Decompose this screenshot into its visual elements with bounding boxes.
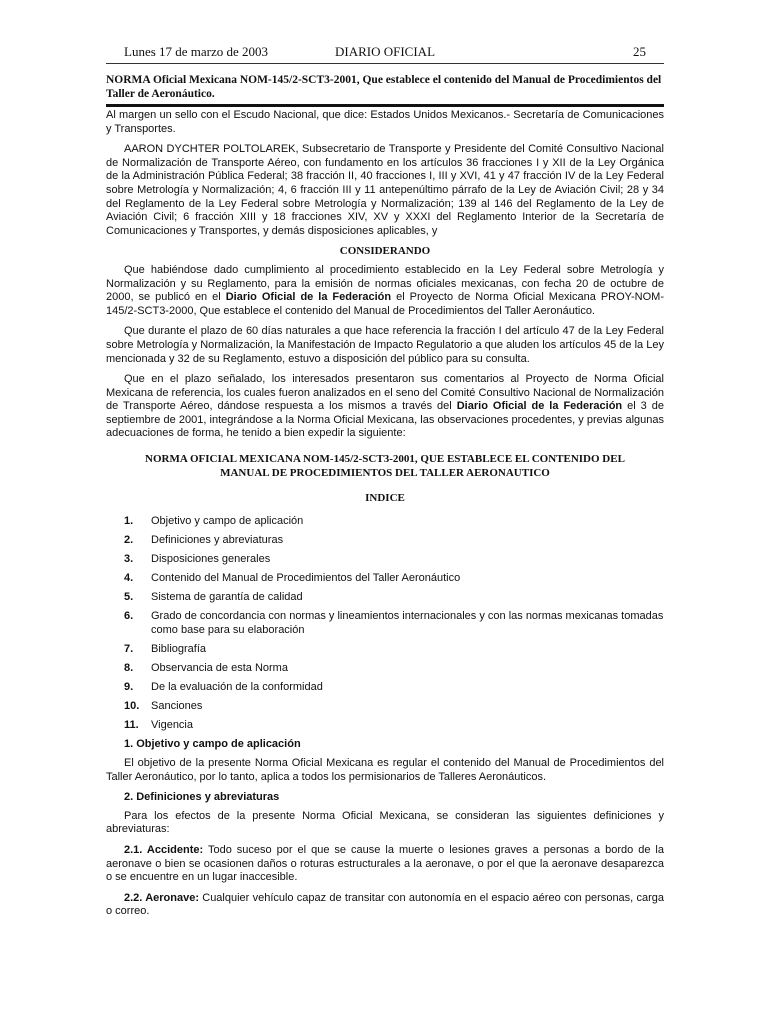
document-title: NORMA Oficial Mexicana NOM-145/2-SCT3-2001, Que establece el contenido del Manual de Procedimientos del Taller de Aeronáutico. xyxy=(106,74,662,100)
toc-item: 7. Bibliografía xyxy=(124,643,207,655)
toc-item: 3. Disposiciones generales xyxy=(124,553,271,566)
considerando-paragraph-3: Que en el plazo señalado, los interesados presentaron sus comentarios al Proyecto de Norma Oficial Mexicana de referencia, los cuales fueron analizados en el seno del Comité Consultivo Nacional de Normalización de Transporte Aéreo, dándose respuesta a los mismos a través del Diario Oficial de la Federación el 3 de septiembre de 2001, integrándose a la Norma Oficial Mexicana, las observaciones procedentes, y previas algunas adecuaciones de forma, he tenido a bien expedir la siguiente: xyxy=(106,373,665,440)
definition-accidente: 2.1. Accidente: Todo suceso por el que se cause la muerte o lesiones graves a personas a bordo de la aeronave o bien se ocasionen daños o roturas estructurales a la aeronave, o por el que la aeronave desaparezca o se encuentre en un lugar inaccesible. xyxy=(106,844,664,884)
section-1-body: El objetivo de la presente Norma Oficial Mexicana es regular el contenido del Manual de Procedimientos del Taller Aeronáutico, por lo tanto, aplica a todos los permisionarios de Talleres Aeronáuticos. xyxy=(106,757,664,783)
toc-item: 6. Grado de concordancia con normas y lineamientos internacionales y con las normas mexicanas tomadas como base para su elaboración xyxy=(124,610,664,636)
section-2-body: Para los efectos de la presente Norma Oficial Mexicana, se consideran las siguientes definiciones y abreviaturas: xyxy=(106,809,664,836)
considerando-paragraph-2: Que durante el plazo de 60 días naturales a que hace referencia la fracción I del artículo 47 de la Ley Federal sobre Metrología y Normalización, la Manifestación de Impacto Regulatorio a que aluden los artículos 45 de la Ley mencionada y 32 de su Reglamento, estuvo a disposición del público para su consulta. xyxy=(106,325,664,365)
dof-reference: Diario Oficial de la Federación xyxy=(456,400,623,413)
toc-item: 8. Observancia de esta Norma xyxy=(124,662,288,675)
title-divider xyxy=(106,104,664,107)
header-divider xyxy=(106,63,664,64)
toc-item: 9. De la evaluación de la conformidad xyxy=(124,681,323,694)
definition-aeronave: 2.2. Aeronave: Cualquier vehículo capaz de transitar con autonomía en el espacio aéreo con personas, carga o correo. xyxy=(106,891,664,918)
toc-item: 4. Contenido del Manual de Procedimientos del Taller Aeronáutico xyxy=(124,572,461,585)
toc-item: 11. Vigencia xyxy=(124,719,193,732)
considerando-heading: CONSIDERANDO xyxy=(339,245,431,258)
section-2-heading: 2. Definiciones y abreviaturas xyxy=(124,791,280,804)
toc-item: 10. Sanciones xyxy=(124,700,203,713)
considerando-paragraph-1: Que habiéndose dado cumplimiento al procedimiento establecido en la Ley Federal sobre Metrología y Normalización y su Reglamento, para la emisión de normas oficiales mexicanas, con fecha 20 de octubre de 2000, se publicó en el Diario Oficial de la Federación el Proyecto de Norma Oficial Mexicana PROY-NOM-145/2-SCT3-2000, Que establece el contenido del Manual de Procedimientos del Taller Aeronáutico. xyxy=(106,263,664,317)
table-of-contents xyxy=(106,515,664,733)
toc-item: 1. Objetivo y campo de aplicación xyxy=(124,514,304,527)
toc-item: 2. Definiciones y abreviaturas xyxy=(124,533,284,546)
header-date: Lunes 17 de marzo de 2003 xyxy=(124,44,269,59)
indice-heading: INDICE xyxy=(365,492,405,505)
header-page-number: 25 xyxy=(633,44,646,59)
seal-paragraph: Al margen un sello con el Escudo Nacional, que dice: Estados Unidos Mexicanos.- Secretaría de Comunicaciones y Transportes. xyxy=(106,109,664,135)
section-1-heading: 1. Objetivo y campo de aplicación xyxy=(124,738,301,751)
dof-reference: Diario Oficial de la Federación xyxy=(225,291,392,304)
document-body xyxy=(106,109,664,926)
authority-paragraph: AARON DYCHTER POLTOLAREK, Subsecretario de Transporte y Presidente del Comité Consultivo Nacional de Normalización de Transporte Aéreo, con fundamento en los artículos 36 fracciones I y XII de la Ley Orgánica de la Administración Pública Federal; 38 fracción II, 40 fracciones I, III y XVI, 41 y 47 fracción IV de la Ley Federal sobre Metrología y Normalización; 4, 6 fracción III y 11 antepenúltimo párrafo de la Ley de Aviación Civil; 28 y 34 del Reglamento de la Ley Federal sobre Metrología y Normalización; 139 al 146 del Reglamento de la Ley de Aviación Civil; 6 fracción XIII y 18 fracciones XIV, XV y XXXI del Reglamento Interior de la Secretaría de Comunicaciones y Transportes, y demás disposiciones aplicables, y xyxy=(106,143,664,237)
norma-heading: NORMA OFICIAL MEXICANA NOM-145/2-SCT3-2001, QUE ESTABLECE EL CONTENIDO DEL MANUAL DE PROCEDIMIENTOS DEL TALLER AERONAUTICO xyxy=(145,453,625,479)
header-journal-name: DIARIO OFICIAL xyxy=(334,44,436,59)
running-header xyxy=(106,44,664,62)
toc-item: 5. Sistema de garantía de calidad xyxy=(124,591,303,604)
